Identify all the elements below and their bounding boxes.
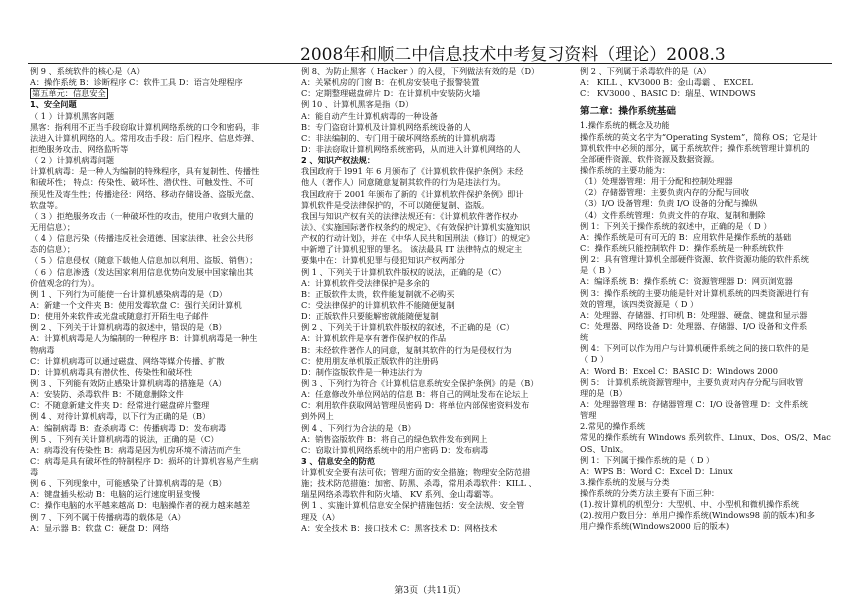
text-line: 操作系统的英文名字为“Operating System”，简称 OS；它是计 [580, 131, 818, 142]
section-heading: 1、安全问题 [30, 99, 77, 110]
text-line: 毒 [30, 467, 39, 478]
text-line: （1）处理器管理：用于分配和控制处理器 [580, 176, 733, 187]
text-line: A：病毒没有传染性 B：病毒是因为机房环境不清洁而产生 [30, 444, 242, 455]
text-line: 到外网上 [301, 411, 334, 422]
text-line: 1.操作系统的概念及功能 [580, 120, 670, 131]
section-heading: 2 、知识产权法规： [301, 155, 376, 166]
text-line: C：病毒是具有破坏性的特制程序 D：损坏的计算机容易产生病 [30, 455, 259, 466]
text-line: OS、Unix。 [580, 443, 629, 454]
text-line: 例 7 、下列不属于传播病毒的载体是（A） [30, 511, 186, 522]
text-line: (2).按用户数目分：单用户操作系统(Windows98 前的版本)和多 [580, 510, 815, 521]
text-line: C： KV3000 、BASIC D：瑞星、WINDOWS [580, 88, 756, 99]
text-line: A：操作系统是可有可无的 B：应用软件是操作系统的基础 [580, 231, 792, 242]
text-line: 3.操作系统的发展与分类 [580, 476, 670, 487]
text-line: C：使用朋友单机版正版软件的注册码 [301, 355, 439, 366]
text-line: （4）文件系统管理：负责文件的存取、复制和删除 [580, 209, 766, 220]
text-line: 是（ B ） [580, 265, 616, 276]
text-line: 算机软件是受法律保护的，不可以随便复制、盗版。 [301, 199, 490, 210]
text-line: 例 3 、下列能有效防止感染计算机病毒的措施是（A） [30, 377, 227, 388]
text-line: A： KILL 、KV3000 B：金山毒霸 、 EXCEL [580, 77, 753, 88]
text-line: 常见的操作系统有 Windows 系列软件、Linux、Dos、OS/2、Mac [580, 432, 831, 443]
text-line: A：编译系统 B：操作系统 C：资源管理器 D：网页浏览器 [580, 276, 793, 287]
text-line: 例 10 、计算机黑客是指（D） [301, 99, 414, 110]
text-line: 例 1 、下列关于计算机软件版权的说法，正确的是（C） [301, 266, 506, 277]
text-line: 例 4 、下列行为合法的是（B） [301, 422, 416, 433]
text-line: （3）I/O 设备管理：负责 I/O 设备的分配与操纵 [580, 198, 758, 209]
text-line: A：处理器管理 B：存储器管理 C：I/O 设备管理 D：文件系统 [580, 398, 808, 409]
text-line [30, 88, 292, 99]
text-line: A：Word B：Excel C：BASIC D：Windows 2000 [580, 365, 778, 376]
text-line: 理的是（B） [580, 387, 627, 398]
text-line: B：未经软件著作人的同意，复制其软件的行为是侵权行为 [301, 344, 512, 355]
text-line: 例 2 、下列属于杀毒软件的是（A） [580, 66, 711, 76]
text-line: D：非法窃取计算机网络系统密码，从而进入计算机网络的人 [301, 143, 521, 154]
text-line: 例 3：操作系统的主要功能是针对计算机系统的四类资源进行有 [580, 287, 809, 298]
text-line: 例 1：下列属于操作系统的是（ D ） [580, 454, 715, 465]
header-rule [28, 63, 832, 64]
text-line: 全部硬件资源、软件资源及数据资源。 [580, 153, 720, 164]
page-title: 2008年和顺二中信息技术中考复习资料（理论）2008.3 [300, 45, 726, 62]
text-line: A：键盘插头松动 B：电脑的运行速度明显变慢 [30, 489, 201, 500]
text-line: 计算机安全要有法可依；管理方面的安全措施；物理安全防范措 [301, 467, 531, 478]
chapter-heading: 第二章：操作系统基础 [580, 106, 676, 118]
column-left [30, 66, 292, 579]
text-line: （ 3 ）拒绝服务攻击（一种破坏性的攻击，使用户收到大量的 [30, 210, 254, 221]
text-line: 物病毒 [30, 344, 55, 355]
text-line: 例 1 、下列行为可能使一台计算机感染病毒的是（D） [30, 288, 228, 299]
text-line: A：WPS B：Word C：Excel D：Linux [580, 465, 733, 476]
text-line: 无用信息）； [30, 221, 76, 232]
text-line: A：计算机软件是享有著作保护权的作品 [301, 333, 447, 344]
text-line: C：计算机病毒可以通过磁盘、网络等媒介传播、扩散 [30, 355, 225, 366]
text-line: D：制作盗版软件是一种违法行为 [301, 366, 423, 377]
text-line: 施；技术防范措施：加密、防黑、杀毒，常用杀毒软件：KILL 、 [301, 478, 537, 489]
text-line: 例 5 、下列有关计算机病毒的说法，正确的是（C） [30, 433, 219, 444]
text-line: 理及（A） [301, 511, 340, 522]
text-line: 例 4：下列可以作为用户与计算机硬件系统之间的接口软件的是 [580, 343, 809, 354]
text-line: C：受法律保护的计算机软件不能随便复制 [301, 299, 455, 310]
text-line: A：计算机病毒是人为编制的一种程序 B：计算机病毒是一种生 [30, 333, 258, 344]
text-line: （ D ） [580, 354, 609, 365]
text-line: 黑客：指利用不正当手段窃取计算机网络系统的口令和密码，非 [30, 121, 260, 132]
text-line: 例 1：下列关于操作系统的叙述中，正确的是（ D ） [580, 220, 772, 231]
text-line: 法》、《实施国际著作权条约的规定》、《有效保护计算机实施知识 [301, 221, 531, 232]
text-line: 价值观念的行为）。 [30, 277, 100, 288]
text-line: 例 2 、下列关于计算机软件版权的叙述，不正确的是（C） [301, 322, 515, 333]
text-line: (1).按计算机的机型分：大型机、中、小型机和微机操作系统 [580, 499, 799, 510]
text-line: C：操作系统只能控制软件 D：操作系统是一种系统软件 [580, 242, 784, 253]
text-line: 用户操作系统(Windows2000 后的版本) [580, 521, 730, 532]
text-line: （ 6 ）信息渗透（发达国家利用信息优势向发展中国家输出其 [30, 266, 254, 277]
text-line: A：销售盗版软件 B：将自己的绿色软件发布到网上 [301, 433, 488, 444]
text-line: A：安全技术 B：接口技术 C：黑客技术 D：网格技术 [301, 522, 498, 533]
text-line: C：定期整理磁盘碎片 D：在计算机中安装防火墙 [301, 88, 481, 99]
text-line: （ 4 ）信息污染（传播违反社会道德、国家法律、社会公共形 [30, 233, 254, 244]
column-middle [301, 66, 570, 579]
section-heading: 3 、信息安全的防范 [301, 455, 376, 466]
text-line: D：计算机病毒具有潜伏性、传染性和破坏性 [30, 366, 193, 377]
text-line: C：利用软件获取网站管理员密码 D：将单位内部保密资料发布 [301, 400, 530, 411]
text-line: 例 2 、下列关于计算机病毒的叙述中，错误的是（B） [30, 322, 227, 333]
text-line: 管理 [580, 410, 597, 421]
text-line: 2.常见的操作系统 [580, 421, 646, 432]
text-line: 统 [580, 332, 589, 343]
text-line: C：不随意新建文件夹 D：经常进行磁盘碎片整理 [30, 400, 210, 411]
text-line: （ 1 ）计算机黑客问题 [30, 110, 115, 121]
text-line: 例 9 、系统软件的核心是（A） [30, 66, 145, 76]
text-line: 预见性及寄生性；传播途径：网络、移动存储设备、盗版光盘、 [30, 188, 260, 199]
text-line: A：显示器 B：软盘 C：硬盘 D：网络 [30, 522, 170, 533]
text-line: 例 3 、下列行为符合《计算机信息系统安全保护条例》的是（B） [301, 377, 539, 388]
text-line: 例 1 、实施计算机信息安全保护措施包括：安全法规、安全管 [301, 500, 525, 511]
text-line: C：操作电脑的水平越来越高 D：电脑操作者的视力越来越差 [30, 500, 251, 511]
text-line: （ 5 ）信息侵权（随意下载他人信息加以利用、盗版、销售）； [30, 255, 258, 266]
text-line: 态的信息）； [30, 244, 76, 255]
text-line: A：处理器、存储器、打印机 B：处理器、硬盘、键盘和显示器 [580, 309, 808, 320]
text-line: A：操作系统 B：诊断程序 C：软件工具 D：语言处理程序 [30, 77, 243, 88]
text-line: C：处理器、网络设备 D：处理器、存储器、I/O 设备和文件系 [580, 320, 808, 331]
text-line: 产权的行动计划》，并在《中华人民共和国刑法（修订）的规定》 [301, 233, 535, 244]
text-line: （ 2 ）计算机病毒问题 [30, 155, 115, 166]
text-line: 例 6 、下列现象中，可能感染了计算机病毒的是（B） [30, 478, 227, 489]
section-label: 第五单元：信息安全 [32, 88, 106, 99]
text-line: A：任意修改外单位网站的信息 B：将自己的网址发布在论坛上 [301, 389, 529, 400]
text-line: 他人（著作人）同意随意复制其软件的行为是违法行为。 [301, 177, 506, 188]
text-line: 例 5： 计算机系统资源管理中，主要负责对内存分配与回收管 [580, 376, 804, 387]
text-line: C：窃取计算机网络系统中的用户密码 D：发布病毒 [301, 444, 489, 455]
text-line: 例 2：具有管理计算机全部硬件资源、软件资源功能的软件系统 [580, 254, 809, 265]
page-footer: 第3页（共11页） [394, 586, 466, 596]
text-line: D：使用外来软件或光盘或随意打开陌生电子邮件 [30, 311, 209, 322]
text-line: 要集中在：计算机犯罪与侵犯知识产权两部分 [301, 255, 465, 266]
text-line: 法进入计算机网络的人。常用攻击手段：后门程序、信息炸弹、 [30, 132, 260, 143]
text-line: 例 8、为防止黑客（ Hacker ）的入侵，下列做法有效的是（D） [301, 66, 540, 76]
text-line: A：能自动产生计算机病毒的一种设备 [301, 110, 438, 121]
text-line: 操作系统的分类方法主要有下面三种： [580, 488, 720, 499]
text-line: 我国与知识产权有关的法律法规还有：《计算机软件著作权办 [301, 210, 518, 221]
text-line: 瑞星网络杀毒软件和防火墙、 KV 系列、金山毒霸等。 [301, 489, 499, 500]
text-line: （2）存储器管理：主要负责内存的分配与回收 [580, 187, 749, 198]
text-line: 软盘等。 [30, 199, 63, 210]
text-line: A：安装防、杀毒软件 B：不随意删除文件 [30, 389, 184, 400]
text-line: 拒绝服务攻击、网络监听等 [30, 143, 129, 154]
text-line: 和破坏性； 特点：传染性、破坏性、潜伏性、可触发性、不可 [30, 177, 254, 188]
text-line: A：计算机软件受法律保护是多余的 [301, 277, 430, 288]
column-right [580, 66, 832, 579]
text-line: C：非法编制的、专门用于破坏网络系统的计算机病毒 [301, 132, 496, 143]
text-line: B：正版软件太贵，软件能复制就不必购买 [301, 288, 455, 299]
text-line: 例 4 、对待计算机病毒，以下行为正确的是（B） [30, 411, 211, 422]
text-line: 操作系统的主要功能为： [580, 164, 671, 175]
text-line: 我国政府于 l991 年 6 月颁布了《计算机软件保护条例》未经 [301, 166, 524, 177]
text-line: 效的管理，该四类资源是（ D ） [580, 298, 699, 309]
text-line: A：关紧机房的门窗 B：在机房安装电子报警装置 [301, 77, 480, 88]
text-line: D：正版软件只要能解密就能随便复制 [301, 311, 439, 322]
text-line: 中新增了计算机犯罪的罪名。 该法最具 IT 法律特点的规定主 [301, 244, 523, 255]
text-line: 我国政府于 2001 年颁布了新的《计算机软件保护条例》即计 [301, 188, 524, 199]
text-line: A：编制病毒 B：查杀病毒 C：传播病毒 D：发布病毒 [30, 422, 227, 433]
text-line: 算机软件中必须的部分，属于系统软件；操作系统管理计算机的 [580, 142, 810, 153]
text-line: A：新建一个文件夹 B：使用发霉软盘 C：强行关闭计算机 [30, 299, 242, 310]
text-line: 计算机病毒：是一种人为编制的特殊程序，具有复制性、传播性 [30, 166, 260, 177]
text-line: B：专门盗窃计算机及计算机网络系统设备的人 [301, 121, 471, 132]
